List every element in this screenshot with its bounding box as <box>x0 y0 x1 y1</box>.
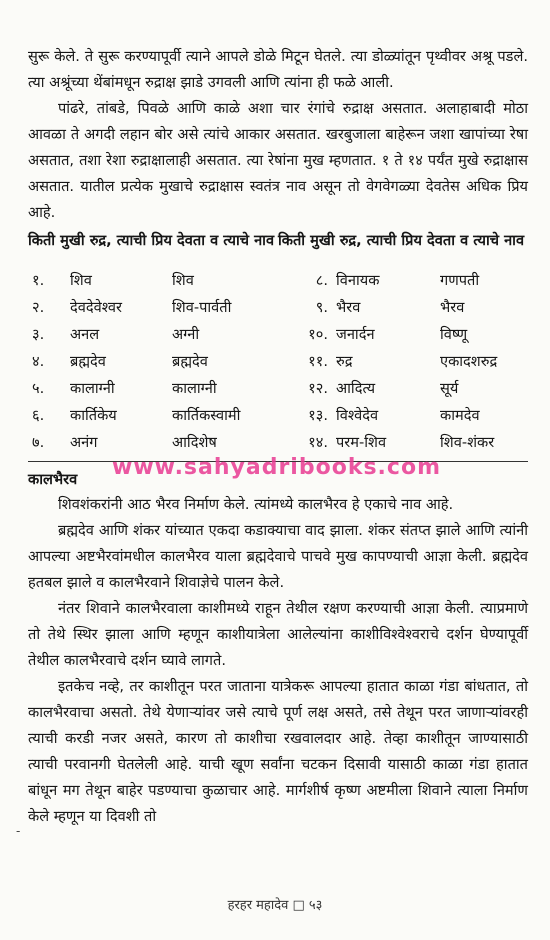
row-number: १४. <box>308 433 328 451</box>
intro-paragraph-1: सुरू केले. ते सुरू करण्यापूर्वी त्याने आपले डोळे मिटून घेतले. त्या डोळ्यांतून पृथ्वीवर अश्रू पडले. त्या अश्रूंच्या थेंबांमधून रुद्राक्ष झाडे उगवली आणि त्यांना ही फळे आली. <box>28 48 528 91</box>
deity-name: कार्तिकस्वामी <box>172 406 241 424</box>
deity-name: गणपती <box>440 271 480 289</box>
deity-name: सूर्य <box>440 379 459 397</box>
row-number: ६. <box>32 406 45 424</box>
mukhi-name: ब्रह्मदेव <box>70 352 106 370</box>
deity-name: कालाग्नी <box>172 379 217 397</box>
page-content <box>28 44 528 830</box>
body-paragraph-2: ब्रह्मदेव आणि शंकर यांच्यात एकदा कडाक्याचा वाद झाला. शंकर संतप्त झाले आणि त्यांनी आपल्या अष्टभैरवांमधील कालभैरव याला ब्रह्मदेवाचे पाचवे मुख कापण्याची आज्ञा केली. ब्रह्मदेव हतबल झाले व कालभैरवाने शिवाज्ञेचे पालन केले. <box>28 522 528 591</box>
mukhi-name: कालाग्नी <box>70 379 115 397</box>
mukhi-name: शिव <box>70 271 92 289</box>
row-number: १२. <box>308 379 328 397</box>
page-footer: हरहर महादेव □ ५३ <box>227 898 323 913</box>
website-watermark: www.sahyadribooks.com <box>112 455 441 480</box>
mukhi-name: विनायक <box>336 271 380 289</box>
deity-name: अग्नी <box>172 325 200 343</box>
table-row <box>32 293 497 320</box>
row-number: ७. <box>32 433 45 451</box>
deity-name: ब्रह्मदेव <box>172 352 208 370</box>
deity-name: शिव-शंकर <box>440 433 495 451</box>
deity-name: शिव-पार्वती <box>172 298 232 316</box>
mukhi-name: अनंग <box>70 433 98 451</box>
row-number: ८. <box>315 271 328 289</box>
row-number: २. <box>32 298 45 316</box>
row-number: ११. <box>308 352 328 370</box>
section-divider <box>28 461 528 462</box>
mukhi-name: भैरव <box>336 298 361 316</box>
deity-name: विष्णू <box>440 325 468 343</box>
mukhi-name: विश्वेदेव <box>336 406 379 424</box>
table-row <box>32 374 497 401</box>
row-number: १०. <box>308 325 328 343</box>
body-paragraph-4: इतकेच नव्हे, तर काशीतून परत जाताना यात्रेकरू आपल्या हातात काळा गंडा बांधतात, तो कालभैरवाचा असतो. तेथे येणाऱ्यांवर जसे त्याचे पूर्ण लक्ष असते, तसे तेथून परत जाणाऱ्यांवरही त्याची करडी नजर असते, कारण तो काशीचा रखवालदार आहे. तेव्हा काशीतून जाण्यासाठी त्याची परवानगी घेतलेली आहे. याची खूण सर्वांना चटकन दिसावी यासाठी काळा गंडा हातात बांधून मग तेथून बाहेर पडण्याचा कुळाचार आहे. मार्गशीर्ष कृष्ण अष्टमीला शिवाने त्याला निर्माण केले म्हणून या दिवशी तो <box>28 678 528 825</box>
deity-name: भैरव <box>440 298 465 316</box>
row-number: १३. <box>308 406 328 424</box>
margin-mark: - <box>16 824 21 838</box>
mukhi-name: अनल <box>70 325 100 343</box>
rudraksha-table <box>32 266 497 455</box>
row-number: ९. <box>315 298 328 316</box>
mukhi-name: रुद्र <box>336 352 353 370</box>
intro-paragraph-2: पांढरे, तांबडे, पिवळे आणि काळे अशा चार रंगांचे रुद्राक्ष असतात. अलाहाबादी मोठा आवळा ते अगदी लहान बोर असे त्यांचे आकार असतात. खरबुजाला बाहेरून जशा खापांच्या रेषा असतात, तशा रेशा रुद्राक्षालाही असतात. त्या रेषांना मुख म्हणतात. १ ते १४ पर्यंत मुखे रुद्राक्षास असतात. यातील प्रत्येक मुखाचे रुद्राक्षास स्वतंत्र नाव असून तो वेगवेगळ्या देवतेस अधिक प्रिय आहे. <box>28 100 528 221</box>
mukhi-name: आदित्य <box>336 379 376 397</box>
table-header-right: किती मुखी रुद्र, त्याची प्रिय देवता व त्याचे नाव <box>278 232 525 249</box>
deity-name: एकादशरुद्र <box>440 352 498 370</box>
deity-name: शिव <box>172 271 194 289</box>
table-header-left: किती मुखी रुद्र, त्याची प्रिय देवता व त्याचे नाव <box>28 232 275 249</box>
table-row <box>32 401 497 428</box>
table-row <box>32 320 497 347</box>
mukhi-name: परम-शिव <box>336 433 387 451</box>
row-number: ३. <box>32 325 45 343</box>
row-number: ५. <box>32 379 45 397</box>
section-heading: कालभैरव <box>28 471 78 488</box>
table-row <box>32 266 497 293</box>
body-paragraph-3: नंतर शिवाने कालभैरवाला काशीमध्ये राहून तेथील रक्षण करण्याची आज्ञा केली. त्याप्रमाणे तो तेथे स्थिर झाला आणि म्हणून काशीयात्रेला आलेल्यांना काशीविश्वेश्वराचे दर्शन घेण्यापूर्वी तेथील कालभैरवाचे दर्शन घ्यावे लागते. <box>28 600 528 669</box>
mukhi-name: जनार्दन <box>336 325 375 343</box>
table-row <box>32 347 497 374</box>
row-number: ४. <box>32 352 45 370</box>
table-header <box>28 228 528 254</box>
deity-name: आदिशेष <box>172 433 217 451</box>
row-number: १. <box>32 271 45 289</box>
body-paragraph-1: शिवशंकरांनी आठ भैरव निर्माण केले. त्यांमध्ये कालभैरव हे एकाचे नाव आहे. <box>58 496 454 513</box>
mukhi-name: कार्तिकेय <box>70 406 117 424</box>
deity-name: कामदेव <box>440 406 480 424</box>
mukhi-name: देवदेवेश्वर <box>70 298 123 316</box>
table-row <box>32 428 497 455</box>
